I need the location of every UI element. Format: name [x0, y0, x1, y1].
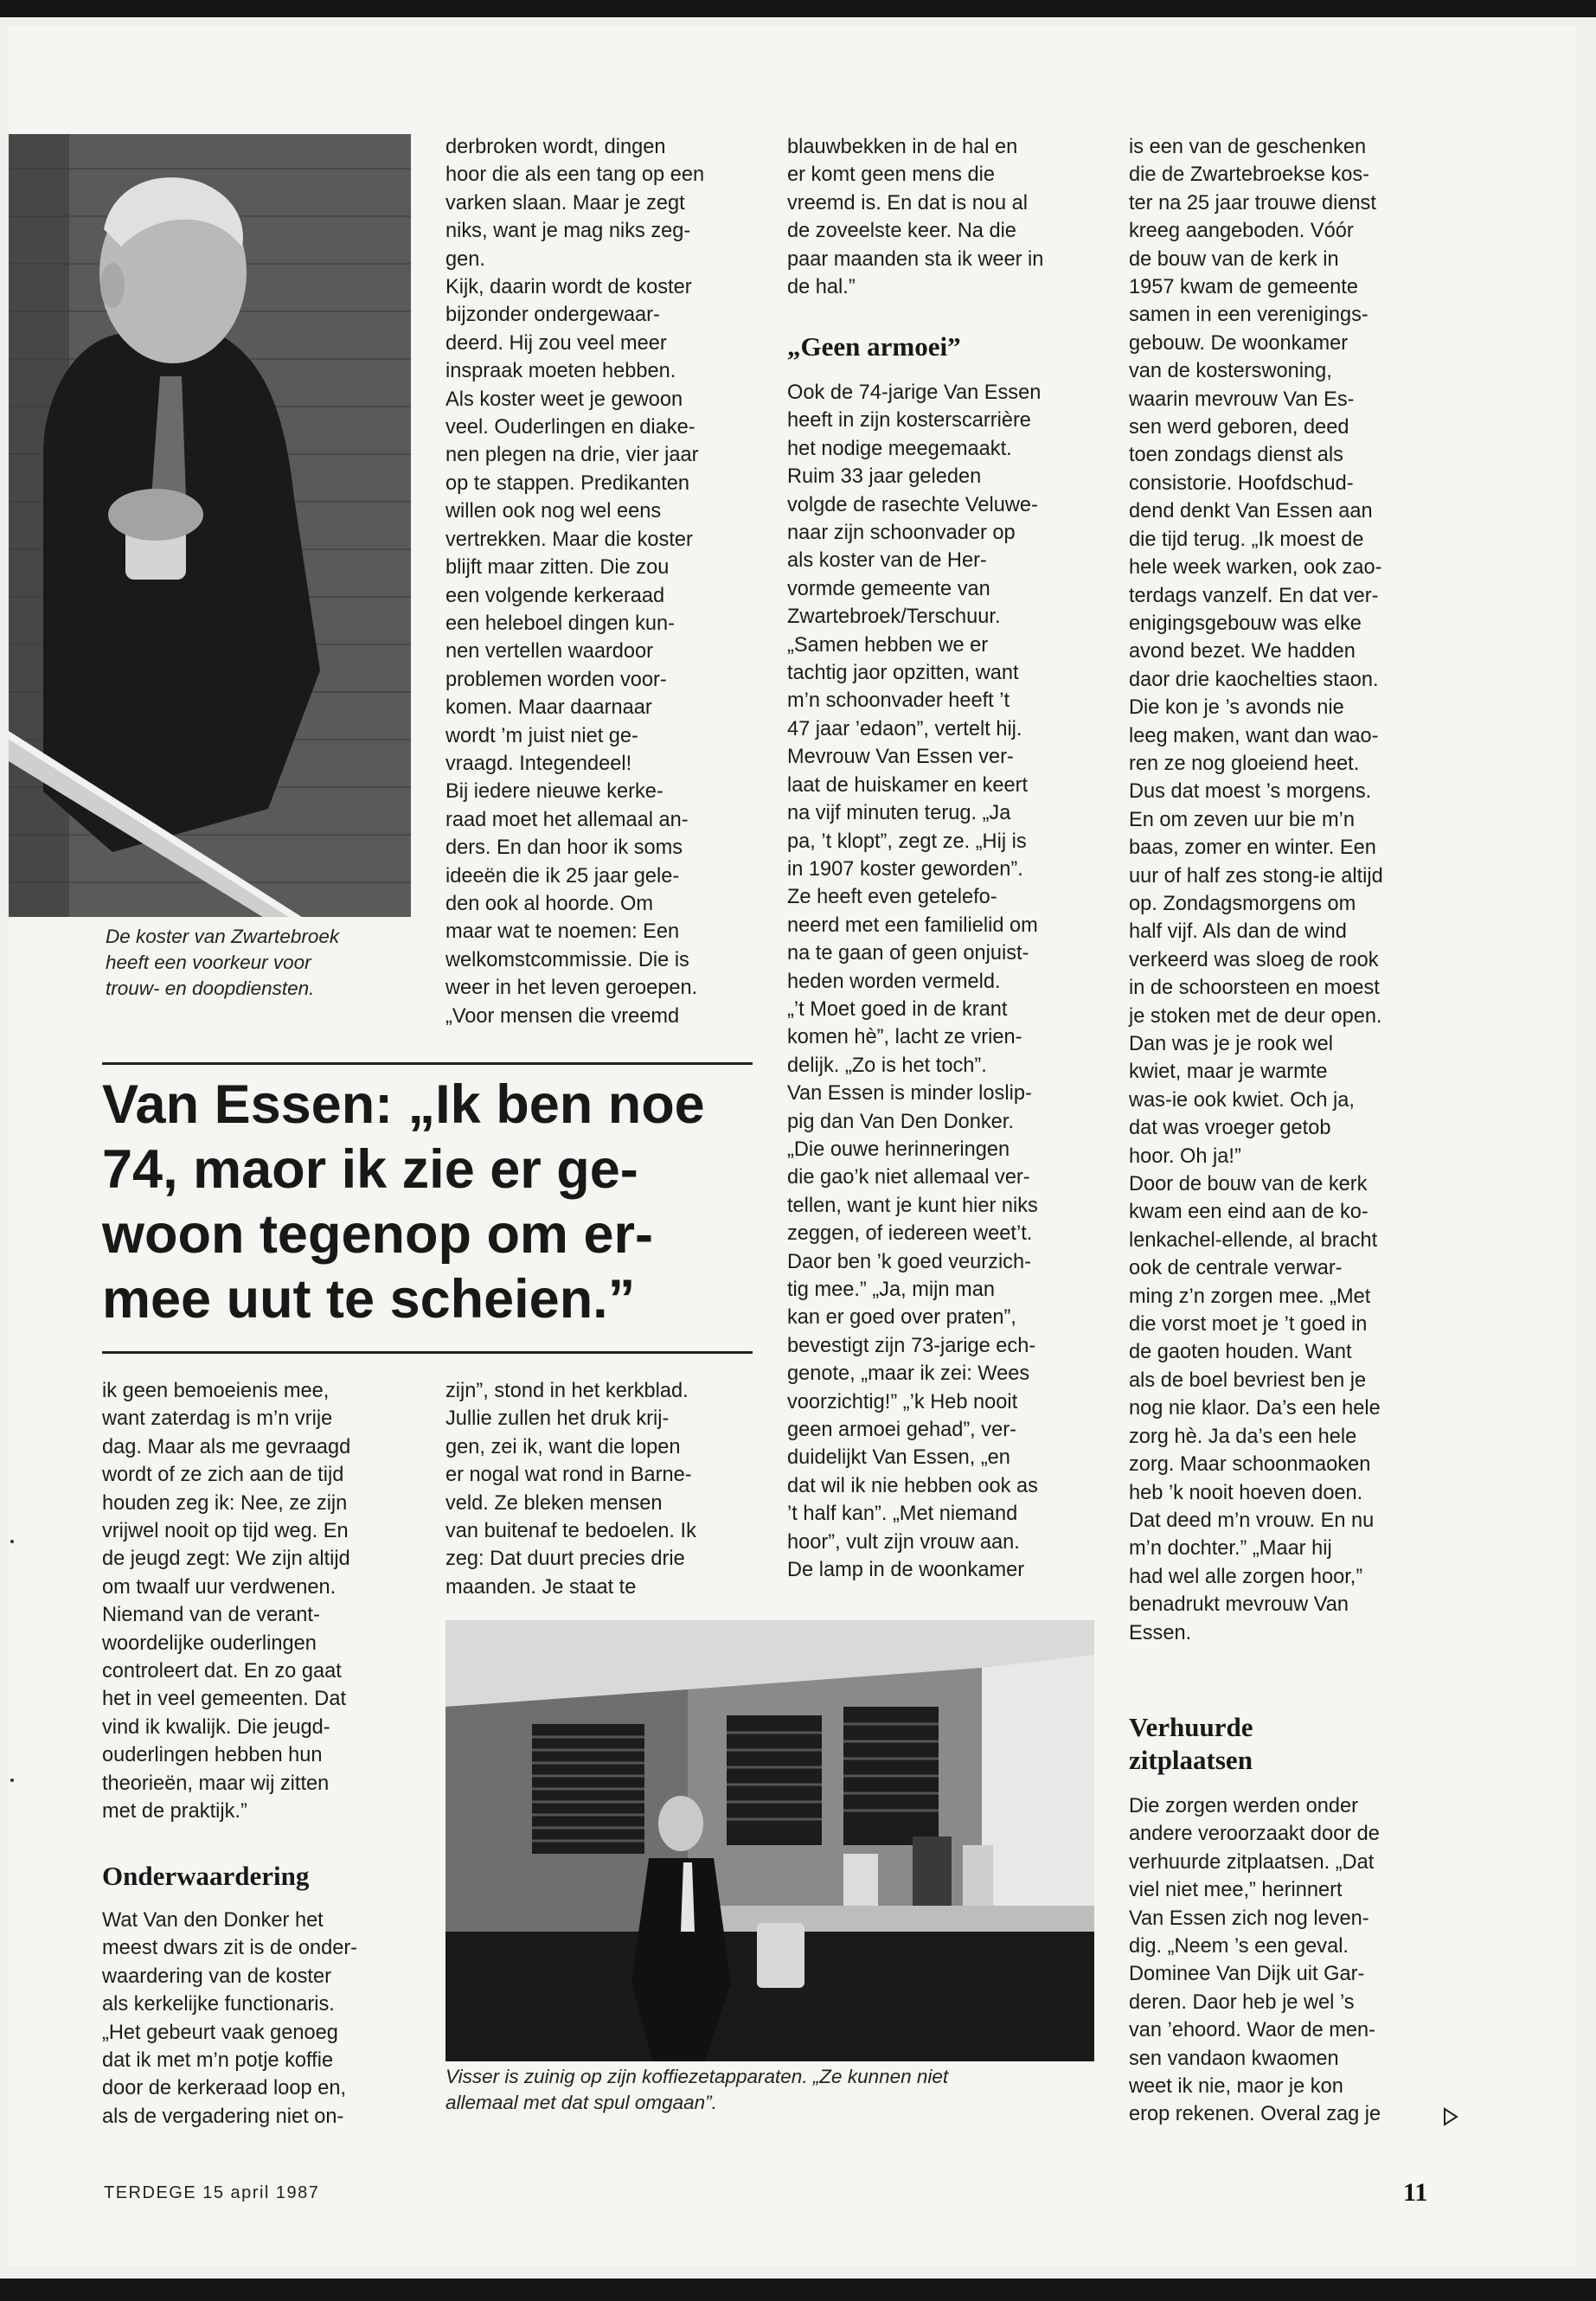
article-column-3-body: Ook de 74-jarige Van Essen heeft in zijn kosterscarrière het nodige meegemaakt. Ruim 33 jaar geleden volgde de rasechte Veluwe- naar zijn schoonvader op als koster van de Her- vormde gemeente van Zwartebroek/Terschuur. „Samen hebben we er tachtig jaor opzitten, want m’n schoonvader heeft ’t 47 jaar ’edaon”, vertelt hij. Mevrouw Van Essen ver- laat de huiskamer en keert na vijf minuten terug. „Ja pa, ’t klopt”, zegt ze. „Hij is in 1907 koster geworden”. Ze heeft even getelefo- neerd met een familielid om na te gaan of geen onjuist- heden worden vermeld. „’t Moet goed in de krant komen hè”, lacht ze vrien- delijk. „Zo is het toch”. Van Essen is minder loslip- pig dan Van Den Donker. „Die ouwe herinneringen die gao’k niet allemaal ver- tellen, want je kunt hier niks zeggen, of iedereen weet’t. Daor ben ’k goed veurzich- tig mee.” „Ja, mijn man kan er goed over praten”, bevestigt zijn 73-jarige ech- genote, „maar ik zei: Wees voorzichtig!” „’k Heb nooit geen armoei gehad”, ver- duidelijkt Van Essen, „en dat wil ik nie hebben ook as ’t half kan”. „Met niemand hoor”, vult zijn vrouw aan. De lamp in de woonkamer	[787, 381, 1042, 1582]
article-column-1-bottom: ik geen bemoeienis mee, want zaterdag is m’n vrije dag. Maar als me gevraagd wordt of ze zich aan de tijd houden zeg ik: Nee, ze zijn vrijwel nooit op tijd weg. En de jeugd zegt: We zijn altijd om twaalf uur verdwenen. Niemand van de verant- woordelijke ouderlingen controleert dat. En zo gaat het in veel gemeenten. Dat vind ik kwalijk. Die jeugd- ouderlingen hebben hun theorieën, maar wij zitten met de praktijk.”	[102, 1380, 351, 1823]
scan-top-border	[0, 0, 1596, 17]
scan-bottom-border	[0, 2279, 1596, 2301]
article-column-1-continued: Wat Van den Donker het meest dwars zit is de onder- waardering van de koster als kerkelijke functionaris. „Het gebeurt vaak genoeg dat ik met m’n potje koffie door de kerkeraad loop en, als de vergadering niet on-	[102, 1909, 358, 2128]
subheading-onderwaardering: Onderwaardering	[102, 1861, 310, 1891]
kitchen-caption: Visser is zuinig op zijn koffiezetapparaten. „Ze kunnen niet allemaal met dat spul omgaan”.	[445, 2066, 949, 2113]
article-column-2-top: derbroken wordt, dingen hoor die als een tang op een varken slaan. Maar je zegt niks, want je mag niks zeg- gen. Kijk, daarin wordt de koster bijzonder ondergewaar- deerd. Hij zou veel meer inspraak moeten hebben. Als koster weet je gewoon veel. Ouderlingen en diake- nen plegen na drie, vier jaar op te stappen. Predikanten willen ook nog wel eens vertrekken. Maar die koster blijft maar zitten. Die zou een volgende kerkeraad een heleboel dingen kun- nen vertellen waardoor problemen worden voor- komen. Maar daarnaar wordt ’m juist niet ge- vraagd. Integendeel! Bij iedere nieuwe kerke- raad moet het allemaal an- ders. En dan hoor ik soms ideeën die ik 25 jaar gele- den ook al hoorde. Om maar wat te noemen: Een welkomstcommissie. Die is weer in het leven geroepen. „Voor mensen die vreemd	[445, 136, 705, 1028]
headline-rule-bottom	[102, 1351, 753, 1354]
subheading-geen-armoei: „Geen armoei”	[787, 331, 961, 362]
portrait-photo	[9, 134, 411, 917]
continue-arrow-icon	[1443, 2107, 1458, 2126]
pull-quote-headline: Van Essen: „Ik ben noe 74, maor ik zie er ge- woon tegenop om er- mee uut te scheien.”	[102, 1074, 705, 1330]
margin-mark	[10, 1540, 14, 1543]
publication-footer: TERDEGE 15 april 1987	[104, 2183, 320, 2202]
margin-mark	[10, 1779, 14, 1782]
portrait-caption: De koster van Zwartebroek heeft een voorkeur voor trouw- en doopdiensten.	[106, 926, 340, 999]
article-column-3-intro: blauwbekken in de hal en er komt geen mens die vreemd is. En dat is nou al de zoveelste keer. Na die paar maanden sta ik weer in de hal.”	[787, 136, 1044, 299]
article-column-2-bottom: zijn”, stond in het kerkblad. Jullie zullen het druk krij- gen, zei ik, want die lopen er nogal wat rond in Barne- veld. Ze bleken mensen van buitenaf te bedoelen. Ik zeg: Dat duurt precies drie maanden. Je staat te	[445, 1380, 696, 1599]
article-column-4-continued: Die zorgen werden onder andere veroorzaakt door de verhuurde zitplaatsen. „Dat viel niet mee,” herinnert Van Essen zich nog leven- dig. „Neem ’s een geval. Dominee Van Dijk uit Gar- deren. Daor heb je wel ’s van ’ehoord. Waor de men- sen vandaon kwaomen weet ik nie, maor je kon erop rekenen. Overal zag je	[1129, 1795, 1381, 2126]
subheading-verhuurde-zitplaatsen: Verhuurde zitplaatsen	[1129, 1712, 1253, 1775]
headline-rule-top	[102, 1062, 753, 1065]
article-column-4-body: is een van de geschenken die de Zwartebroekse kos- ter na 25 jaar trouwe dienst kreeg aangeboden. Vóór de bouw van de kerk in 1957 kwam de gemeente samen in een verenigings- gebouw. De woonkamer van de kosterswoning, waarin mevrouw Van Es- sen werd geboren, deed toen zondags dienst als consistorie. Hoofdschud- dend denkt Van Essen aan die tijd terug. „Ik moest de hele week warken, ook zao- terdags vanzelf. En dat ver- enigingsgebouw was elke avond bezet. We hadden daor drie kaochelties staon. Die kon je ’s avonds nie leeg maken, want dan wao- ren ze nog gloeiend heet. Dus dat moest ’s morgens. En om zeven uur bie m’n baas, zomer en winter. Een uur of half zes stong-ie altijd op. Zondagsmorgens om half vijf. Als dan de wind verkeerd was sloeg de rook in de schoorsteen en moest je stoken met de deur open. Dan was je je rook wel kwiet, maar je warmte was-ie ook kwiet. Och ja, dat was vroeger getob hoor. Oh ja!” Door de bouw van de kerk kwam een eind aan de ko- lenkachel-ellende, al bracht ook de centrale verwar- ming z’n zorgen mee. „Met die vorst moet je ’t goed in de gaoten houden. Want als de boel bevriest ben je nog nie klaor. Da’s een hele zorg hè. Ja da’s een hele zorg. Maar schoonmaoken heb ’k nooit hoeven doen. Dat deed m’n vrouw. En nu m’n dochter.” „Maar hij had wel alle zorgen hoor,” benadrukt mevrouw Van Essen.	[1129, 136, 1383, 1644]
page-number: 11	[1403, 2178, 1428, 2207]
kitchen-photo	[445, 1620, 1094, 2061]
